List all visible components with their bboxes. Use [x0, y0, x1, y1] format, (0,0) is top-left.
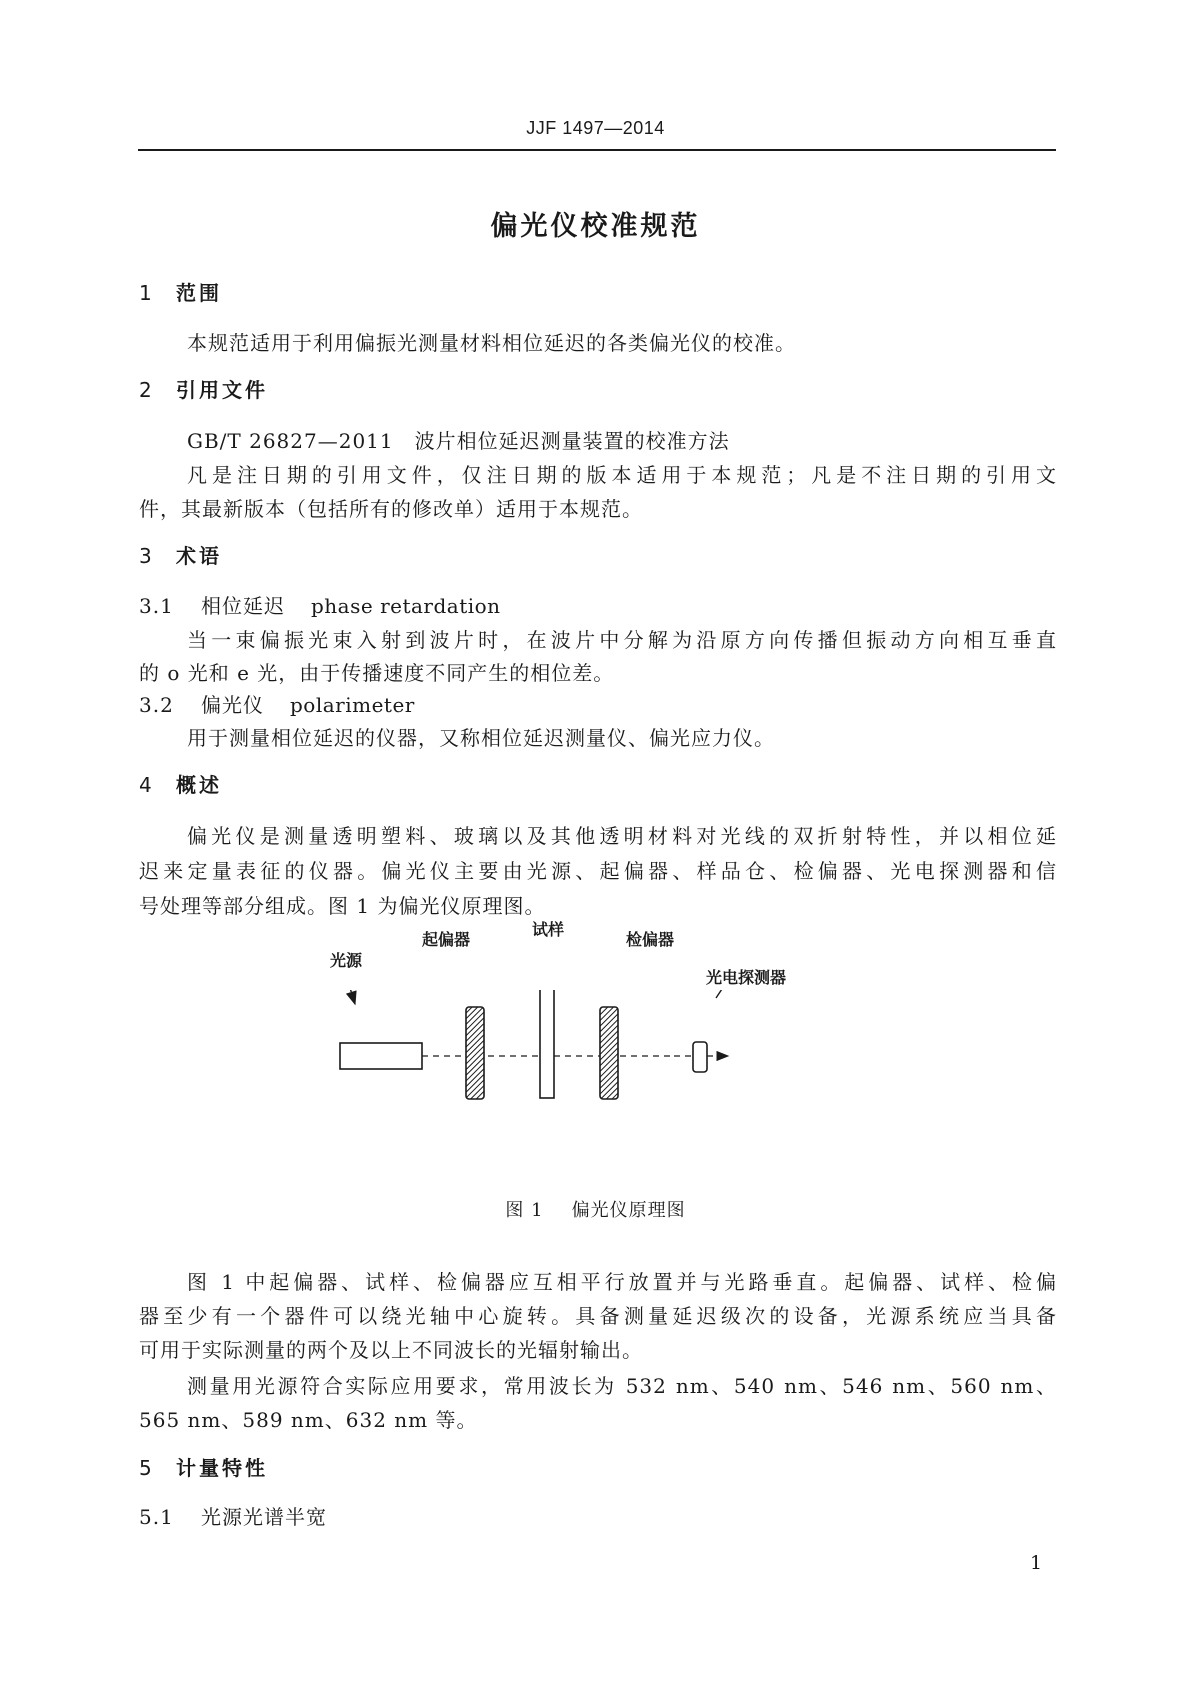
light-source-pointer — [346, 990, 355, 1004]
paragraph-line: 号处理等部分组成。图 1 为偏光仪原理图。 — [139, 894, 546, 918]
term-3-2-heading — [139, 689, 415, 718]
section-number: 5 — [139, 1456, 152, 1480]
paragraph-line: 迟来定量表征的仪器。偏光仪主要由光源、起偏器、样品仓、检偏器、光电探测器和信 — [139, 859, 1057, 883]
section-1-heading — [139, 277, 222, 306]
term-chinese: 相位延迟 — [201, 594, 285, 618]
subsection-5-1-heading — [139, 1501, 327, 1530]
figure-diagram — [330, 990, 870, 1205]
header-rule — [138, 149, 1056, 151]
paragraph-line: 的 o 光和 e 光，由于传播速度不同产生的相位差。 — [139, 661, 615, 685]
section-title: 术语 — [176, 544, 222, 568]
paragraph-line: 测量用光源符合实际应用要求，常用波长为 532 nm、540 nm、546 nm、560 nm、 — [187, 1374, 1057, 1398]
detector-label: 光电探测器 — [706, 968, 787, 987]
reference-document: GB/T 26827—2011 波片相位延迟测量装置的校准方法 — [187, 429, 730, 453]
paragraph-line: 器至少有一个器件可以绕光轴中心旋转。具备测量延迟级次的设备，光源系统应当具备 — [139, 1304, 1057, 1328]
light-source-label: 光源 — [330, 951, 363, 970]
section-5-heading — [139, 1452, 268, 1481]
subsection-number: 5.1 — [139, 1505, 174, 1529]
term-english: polarimeter — [290, 693, 415, 717]
paragraph-line: 凡是注日期的引用文件，仅注日期的版本适用于本规范；凡是不注日期的引用文 — [187, 463, 1057, 487]
term-english: phase retardation — [311, 594, 501, 618]
paragraph-line: 用于测量相位延迟的仪器，又称相位延迟测量仪、偏光应力仪。 — [187, 726, 775, 750]
section-number: 2 — [139, 378, 152, 402]
paragraph-line: 图 1 中起偏器、试样、检偏器应互相平行放置并与光路垂直。起偏器、试样、检偏 — [187, 1270, 1057, 1294]
term-chinese: 偏光仪 — [201, 693, 264, 717]
section-number: 4 — [139, 773, 152, 797]
polarimeter-principle-figure — [330, 920, 870, 1205]
section-title: 范围 — [176, 281, 222, 305]
detector-pointer — [716, 990, 728, 998]
term-number: 3.1 — [139, 594, 174, 618]
paragraph-line: 本规范适用于利用偏振光测量材料相位延迟的各类偏光仪的校准。 — [187, 331, 796, 355]
paragraph-line: 偏光仪是测量透明塑料、玻璃以及其他透明材料对光线的双折射特性，并以相位延 — [187, 824, 1057, 848]
page-number: 1 — [1030, 1552, 1043, 1574]
section-number: 3 — [139, 544, 152, 568]
figure-caption — [0, 1196, 1191, 1222]
page-header-code: JJF 1497—2014 — [526, 118, 665, 138]
section-4-heading — [139, 769, 222, 798]
paragraph-line: 当一束偏振光束入射到波片时，在波片中分解为沿原方向传播但振动方向相互垂直 — [187, 628, 1057, 652]
paragraph-line: 件，其最新版本（包括所有的修改单）适用于本规范。 — [139, 497, 643, 521]
light-source-box — [340, 1043, 422, 1069]
section-3-heading — [139, 540, 222, 569]
paragraph-line: 565 nm、589 nm、632 nm 等。 — [139, 1408, 478, 1432]
detector-element — [693, 1042, 707, 1072]
section-title: 计量特性 — [176, 1456, 268, 1480]
subsection-title: 光源光谱半宽 — [201, 1505, 327, 1529]
analyzer-element — [600, 1007, 618, 1099]
paragraph-line: 可用于实际测量的两个及以上不同波长的光辐射输出。 — [139, 1338, 643, 1362]
section-title: 概述 — [176, 773, 222, 797]
sample-label: 试样 — [532, 920, 565, 939]
term-number: 3.2 — [139, 693, 174, 717]
analyzer-label: 检偏器 — [626, 930, 675, 949]
term-3-1-heading — [139, 590, 501, 619]
polarizer-element — [466, 1007, 484, 1099]
document-title: 偏光仪校准规范 — [490, 211, 701, 242]
section-title: 引用文件 — [176, 378, 268, 402]
figure-caption-number: 图 1 — [505, 1200, 544, 1221]
section-number: 1 — [139, 281, 152, 305]
figure-caption-text: 偏光仪原理图 — [571, 1200, 686, 1221]
section-2-heading — [139, 374, 268, 403]
sample-plate — [540, 990, 554, 1098]
polarizer-label: 起偏器 — [422, 930, 471, 949]
